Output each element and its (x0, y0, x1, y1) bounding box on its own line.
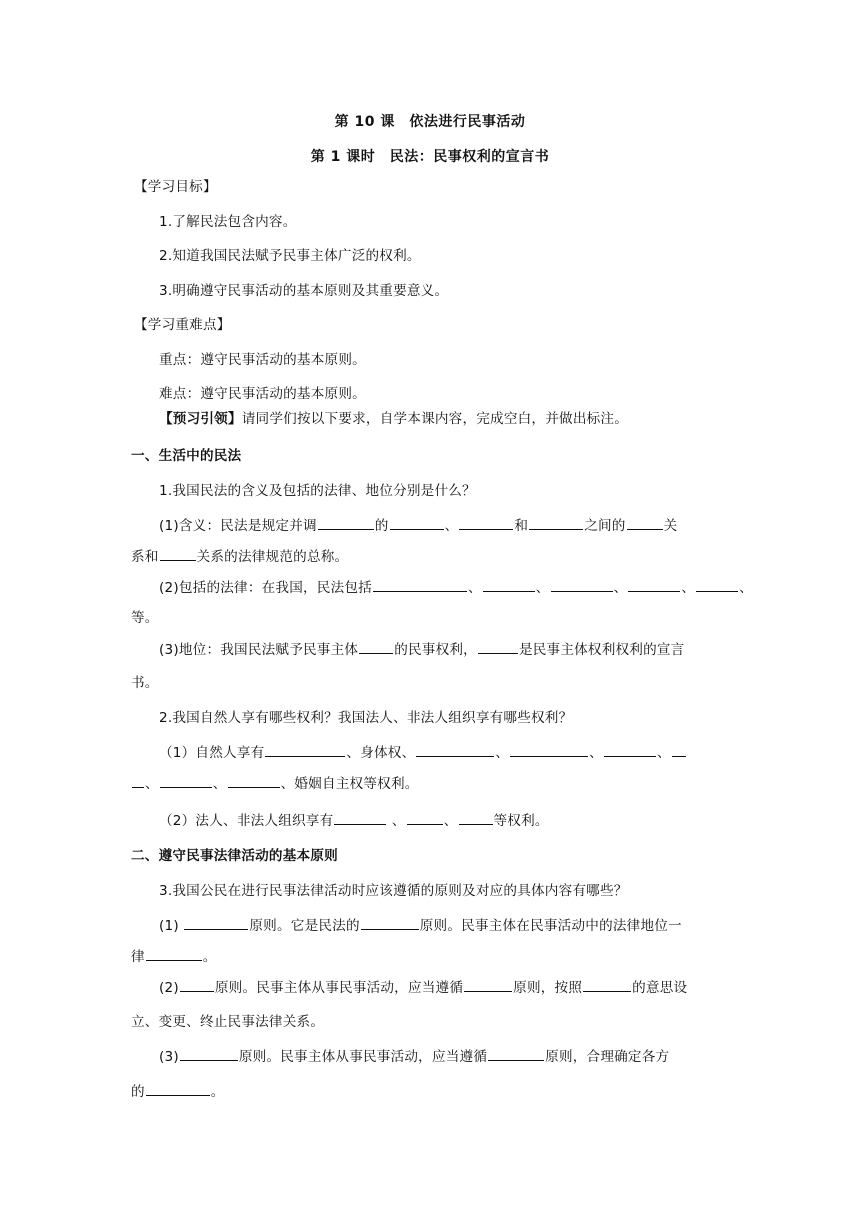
fill-blank[interactable] (265, 742, 345, 757)
answer-3-principle-3: (3) 原则。民事主体从事民事活动，应当遵循 原则，合理确定各方 (159, 1046, 759, 1067)
fill-blank[interactable] (146, 946, 202, 961)
fill-blank[interactable] (604, 742, 656, 757)
fill-blank[interactable] (334, 810, 386, 825)
answer-1-definition-cont: 系和 关系的法律规范的总称。 (131, 546, 731, 567)
fill-blank[interactable] (529, 515, 583, 530)
fill-blank[interactable] (459, 515, 513, 530)
answer-1-status: (3)地位：我国民法赋予民事主体 的民事权利， 是民事主体权利权利的宣言 (159, 639, 759, 660)
question-3: 3.我国公民在进行民事法律活动时应该遵循的原则及对应的具体内容有哪些？ (159, 883, 628, 899)
answer-2-legal-person: （2）法人、非法人组织享有 、 、 等权利。 (159, 810, 759, 831)
goal-item: 2.知道我国民法赋予民事主体广泛的权利。 (159, 248, 421, 264)
fill-blank[interactable] (510, 742, 588, 757)
fill-blank[interactable] (627, 515, 663, 530)
answer-2-natural-person-cont: 、 、 、婚姻自主权等权利。 (131, 773, 731, 794)
answer-1-laws: (2)包括的法律：在我国，民法包括 、 、 、 、 、 (159, 577, 759, 598)
fill-blank[interactable] (373, 577, 467, 592)
section-heading-1: 一、生活中的民法 (131, 448, 242, 464)
goal-item: 3.明确遵守民事活动的基本原则及其重要意义。 (159, 283, 449, 299)
section-heading-2: 二、遵守民事法律活动的基本原则 (131, 848, 338, 864)
answer-3-principle-1-cont: 律 。 (131, 946, 731, 967)
fill-blank[interactable] (672, 742, 686, 757)
fill-blank[interactable] (407, 810, 443, 825)
preview-label: 【预习引领】 (159, 411, 242, 427)
fill-blank[interactable] (160, 546, 196, 561)
answer-1-definition: (1)含义：民法是规定并调 的 、 和 之间的 关 (159, 515, 759, 536)
fill-blank[interactable] (390, 515, 444, 530)
fill-blank[interactable] (228, 773, 280, 788)
fill-blank[interactable] (583, 977, 631, 992)
key-point: 重点：遵守民事活动的基本原则。 (159, 352, 366, 368)
answer-2-natural-person: （1）自然人享有 、身体权、 、 、 、 (159, 742, 759, 763)
fill-blank[interactable] (478, 639, 518, 654)
preview-text: 请同学们按以下要求，自学本课内容，完成空白，并做出标注。 (241, 411, 628, 427)
fill-blank[interactable] (361, 915, 419, 930)
answer-3-principle-1: (1) 原则。它是民法的 原则。民事主体在民事活动中的法律地位一 (159, 915, 759, 936)
question-1: 1.我国民法的含义及包括的法律、地位分别是什么？ (159, 483, 476, 499)
fill-blank[interactable] (318, 515, 374, 530)
answer-1-status-cont: 书。 (131, 675, 159, 691)
fill-blank[interactable] (551, 577, 613, 592)
question-2: 2.我国自然人享有哪些权利？我国法人、非法人组织享有哪些权利？ (159, 710, 573, 726)
fill-blank[interactable] (488, 1046, 544, 1061)
fill-blank[interactable] (464, 977, 512, 992)
goals-heading: 【学习目标】 (134, 179, 217, 195)
difficult-point: 难点：遵守民事活动的基本原则。 (159, 386, 366, 402)
fill-blank[interactable] (359, 639, 393, 654)
answer-3-principle-2: (2) 原则。民事主体从事民事活动，应当遵循 原则，按照 的意思设 (159, 977, 759, 998)
fill-blank[interactable] (160, 773, 212, 788)
fill-blank[interactable] (180, 977, 214, 992)
fill-blank[interactable] (416, 742, 494, 757)
preview-guide (159, 409, 759, 429)
fill-blank[interactable] (459, 810, 493, 825)
answer-3-principle-2-cont: 立、变更、终止民事法律关系。 (131, 1014, 325, 1030)
lesson-title: 第 10 课 依法进行民事活动 (334, 114, 526, 130)
fill-blank[interactable] (184, 915, 248, 930)
answer-3-principle-3-cont: 的 。 (131, 1081, 731, 1102)
fill-blank[interactable] (180, 1046, 238, 1061)
fill-blank[interactable] (483, 577, 535, 592)
fill-blank[interactable] (132, 773, 144, 788)
fill-blank[interactable] (696, 577, 738, 592)
answer-1-laws-cont: 等。 (131, 610, 159, 626)
key-points-heading: 【学习重难点】 (134, 317, 231, 333)
goal-item: 1.了解民法包含内容。 (159, 214, 297, 230)
lesson-subtitle: 第 1 课时 民法：民事权利的宣言书 (310, 149, 550, 165)
fill-blank[interactable] (146, 1081, 210, 1096)
fill-blank[interactable] (628, 577, 680, 592)
